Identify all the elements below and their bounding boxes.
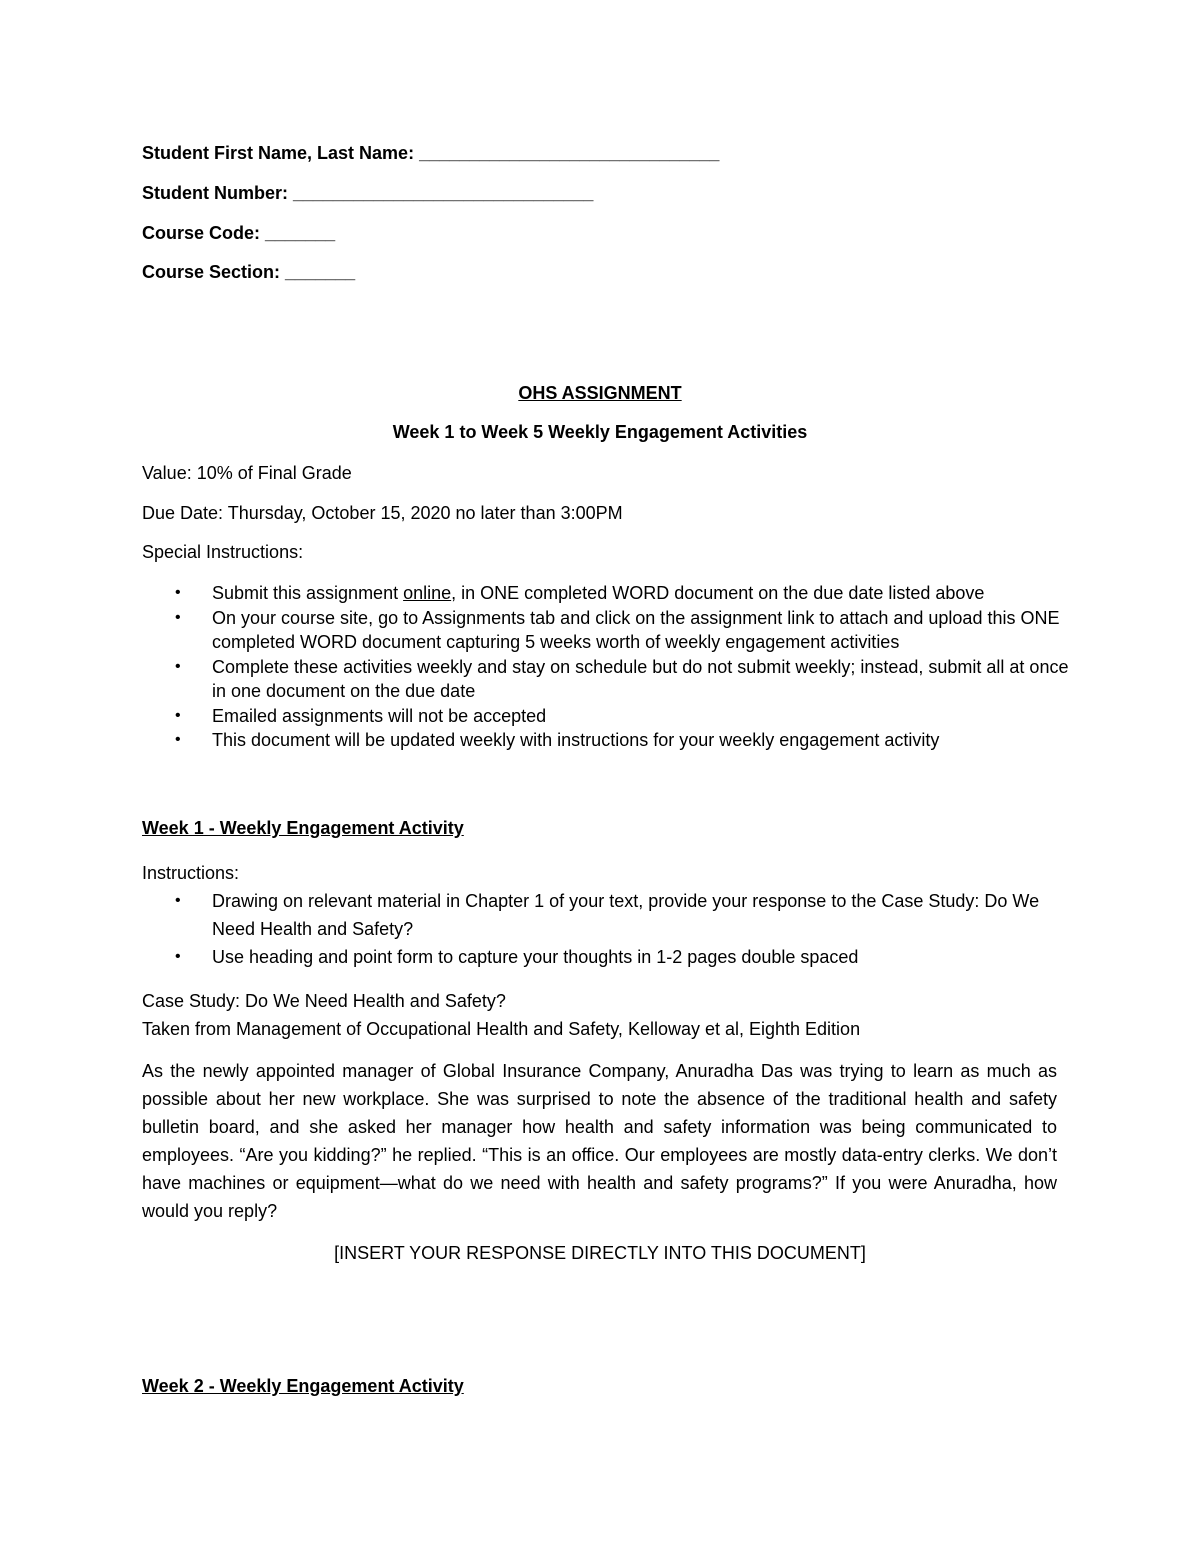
assignment-title: OHS ASSIGNMENT (518, 383, 682, 403)
course-code-label: Course Code: (142, 223, 261, 243)
student-number-label: Student Number: (142, 183, 288, 203)
week1-instructions-list (142, 887, 1072, 971)
student-name-label: Student First Name, Last Name: (142, 143, 415, 163)
course-section-blank[interactable]: _______ (285, 262, 356, 282)
list-item-text: This document will be updated weekly with instructions for your weekly engagement activity (212, 730, 940, 750)
special-instructions-list (142, 581, 1072, 753)
week2-heading: Week 2 - Weekly Engagement Activity (142, 1376, 464, 1396)
student-number-blank[interactable]: ______________________________ (293, 183, 594, 203)
week1-instructions-label: Instructions: (142, 863, 240, 883)
list-item (142, 581, 1072, 606)
bullet-icon: • (175, 948, 181, 965)
bullet-icon: • (175, 706, 181, 724)
insert-response-note: [INSERT YOUR RESPONSE DIRECTLY INTO THIS DOCUMENT] (334, 1243, 866, 1263)
student-name-field[interactable] (142, 142, 719, 164)
case-study-title: Case Study: Do We Need Health and Safety? (142, 991, 506, 1011)
special-instructions-label: Special Instructions: (142, 542, 304, 562)
list-item (142, 606, 1072, 655)
list-item-text: Drawing on relevant material in Chapter 1 of your text, provide your response to the Case Study: Do We Need Health and Safety? (212, 891, 1040, 939)
bullet-icon: • (175, 731, 181, 748)
assignment-value: Value: 10% of Final Grade (142, 463, 352, 483)
list-item (142, 887, 1072, 943)
case-study-header (142, 987, 860, 1043)
case-study-text: As the newly appointed manager of Global Insurance Company, Anuradha Das was trying to learn as much as possible about her new workplace. She was surprised to note the absence of the traditional health and safety bulletin board, and she asked her manager how health and safety information was being communicated to employees. “Are you kidding?” he replied. “This is an office. Our employees are mostly data-entry clerks. We don’t have machines or equipment—what do we need with health and safety programs?” If you were Anuradha, how would you reply? (142, 1061, 1057, 1221)
list-item (142, 655, 1072, 704)
list-item-text: , in ONE completed WORD document on the due date listed above (451, 583, 985, 603)
list-item-text: Emailed assignments will not be accepted (212, 705, 547, 726)
case-study-source: Taken from Management of Occupational Health and Safety, Kelloway et al, Eighth Edition (142, 1019, 861, 1039)
course-section-label: Course Section: (142, 262, 281, 282)
bullet-icon: • (175, 608, 181, 626)
assignment-subtitle: Week 1 to Week 5 Weekly Engagement Activities (392, 422, 808, 442)
list-item-text: Use heading and point form to capture your thoughts in 1-2 pages double spaced (212, 947, 859, 967)
week1-heading: Week 1 - Weekly Engagement Activity (142, 818, 464, 838)
bullet-icon: • (175, 657, 181, 675)
course-section-field[interactable] (142, 261, 355, 283)
assignment-due-date: Due Date: Thursday, October 15, 2020 no later than 3:00PM (142, 503, 623, 523)
course-code-field[interactable] (142, 222, 335, 244)
list-item (142, 943, 1072, 971)
list-item-text: On your course site, go to Assignments tab and click on the assignment link to attach and upload this ONE completed WORD document capturing 5 weeks worth of weekly engagement activities (212, 607, 1060, 652)
online-link[interactable]: online (403, 583, 452, 603)
list-item-text: Complete these activities weekly and stay on schedule but do not submit weekly; instead, submit all at once in one document on the due date (212, 656, 1069, 701)
student-name-blank[interactable]: ______________________________ (419, 143, 720, 163)
list-item (142, 728, 1072, 753)
list-item (142, 704, 1072, 729)
list-item-text: Submit this assignment (212, 583, 404, 603)
bullet-icon: • (175, 892, 181, 909)
student-number-field[interactable] (142, 182, 593, 204)
bullet-icon: • (175, 584, 181, 601)
course-code-blank[interactable]: _______ (265, 223, 336, 243)
